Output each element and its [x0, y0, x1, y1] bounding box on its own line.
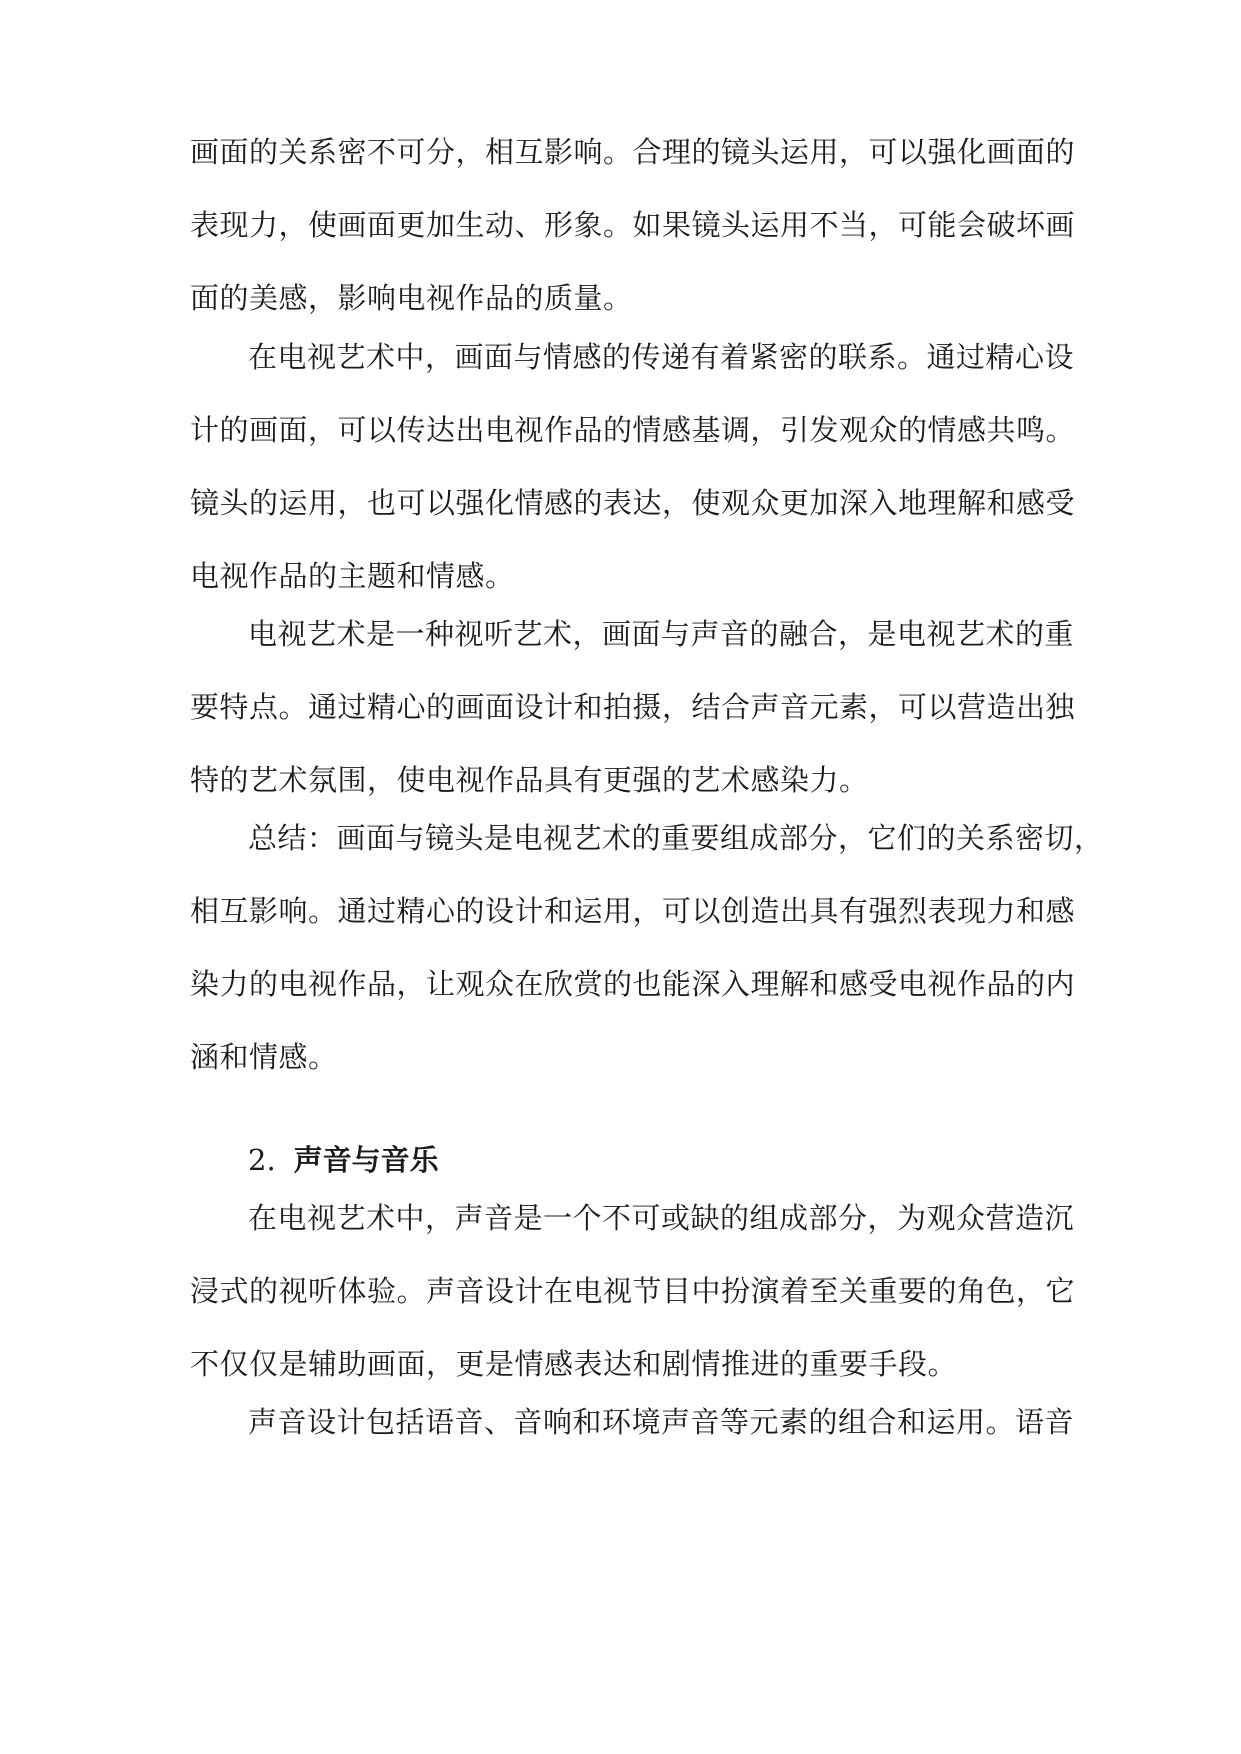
paragraph-3-line-1: 电视艺术是一种视听艺术，画面与声音的融合，是电视艺术的重 — [248, 617, 1075, 651]
section-paragraph-1-line-3: 不仅仅是辅助画面，更是情感表达和剧情推进的重要手段。 — [190, 1347, 958, 1381]
paragraph-1-line-3: 面的美感，影响电视作品的质量。 — [190, 281, 633, 315]
section-paragraph-1-line-2: 浸式的视听体验。声音设计在电视节目中扮演着至关重要的角色，它 — [190, 1274, 1076, 1308]
section-paragraph-2-line-1: 声音设计包括语音、音响和环境声音等元素的组合和运用。语音 — [248, 1405, 1075, 1439]
paragraph-4-line-3: 染力的电视作品，让观众在欣赏的也能深入理解和感受电视作品的内 — [190, 967, 1076, 1001]
paragraph-2-line-1: 在电视艺术中，画面与情感的传递有着紧密的联系。通过精心设 — [248, 340, 1075, 374]
paragraph-1-line-2: 表现力，使画面更加生动、形象。如果镜头运用不当，可能会破坏画 — [190, 208, 1076, 242]
section-heading — [248, 1140, 439, 1180]
paragraph-4-line-4: 涵和情感。 — [190, 1040, 338, 1074]
paragraph-3-line-3: 特的艺术氛围，使电视作品具有更强的艺术感染力。 — [190, 763, 869, 797]
section-number: 2. — [248, 1143, 276, 1177]
section-paragraph-1-line-1: 在电视艺术中，声音是一个不可或缺的组成部分，为观众营造沉 — [248, 1201, 1075, 1235]
section-title: 声音与音乐 — [293, 1143, 439, 1177]
paragraph-2-line-3: 镜头的运用，也可以强化情感的表达，使观众更加深入地理解和感受 — [190, 486, 1076, 520]
paragraph-4-line-2: 相互影响。通过精心的设计和运用，可以创造出具有强烈表现力和感 — [190, 894, 1076, 928]
paragraph-1-line-1: 画面的关系密不可分，相互影响。合理的镜头运用，可以强化画面的 — [190, 135, 1076, 169]
paragraph-2-line-2: 计的画面，可以传达出电视作品的情感基调，引发观众的情感共鸣。 — [190, 413, 1076, 447]
paragraph-2-line-4: 电视作品的主题和情感。 — [190, 559, 515, 593]
paragraph-4-line-1: 总结：画面与镜头是电视艺术的重要组成部分，它们的关系密切， — [248, 821, 1104, 855]
paragraph-3-line-2: 要特点。通过精心的画面设计和拍摄，结合声音元素，可以营造出独 — [190, 690, 1076, 724]
